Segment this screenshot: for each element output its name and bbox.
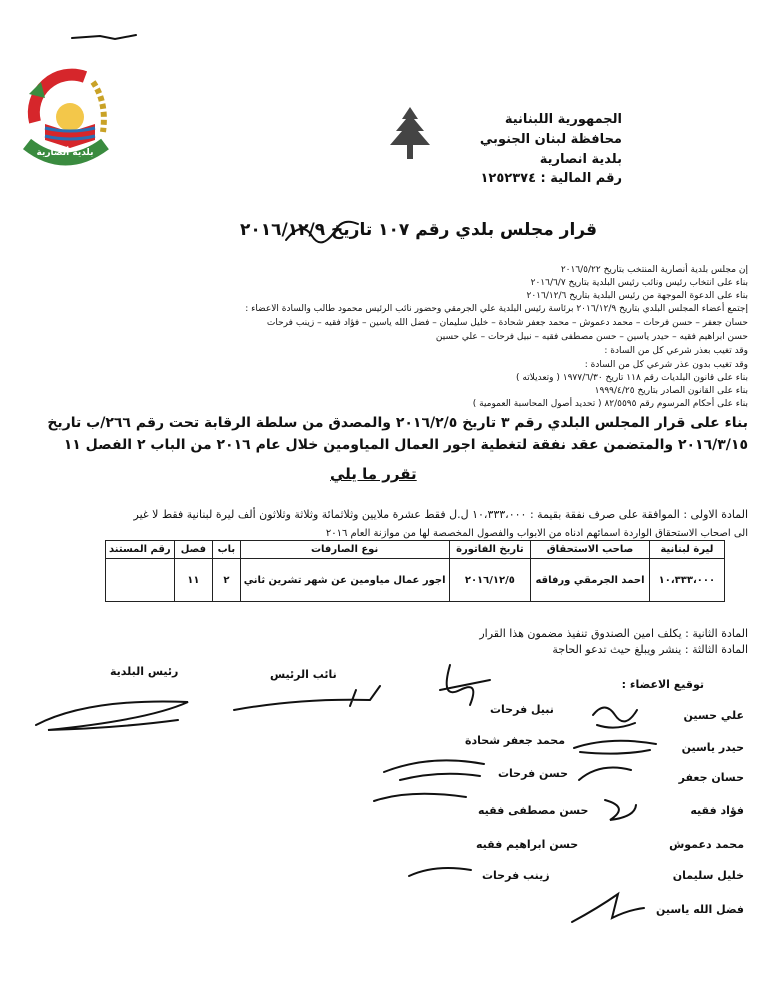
decides-heading: تقرر ما يلي: [330, 465, 417, 483]
article-2: المادة الثانية : يكلف امين الصندوق تنفيذ مضمون هذا القرار: [479, 627, 748, 640]
member-name: فؤاد فقيه: [690, 804, 744, 817]
mayor-signature: [28, 690, 198, 740]
cell-beneficiary: احمد الجرمقي ورفاقه: [531, 559, 650, 602]
col-amount: ليرة لبنانية: [649, 541, 724, 559]
member-name: محمد جعفر شحادة: [465, 734, 566, 747]
preamble-line: وقد تغيب بدون عذر شرعي كل من السادة :: [584, 360, 748, 370]
member-signature: [405, 860, 475, 885]
member-name: حيدر ياسين: [681, 741, 744, 754]
member-name: حسن مصطفى فقيه: [478, 804, 589, 817]
member-signature: [570, 730, 660, 760]
preamble-line: بناء على الدعوة الموجهة من رئيس البلدية بتاريخ ٢٠١٦/١٢/٦: [526, 291, 748, 301]
col-beneficiary: صاحب الاستحقاق: [531, 541, 650, 559]
republic-name: الجمهورية اللبنانية: [504, 112, 622, 127]
member-name: نبيل فرحات: [490, 703, 554, 716]
preamble-line: إجتمع أعضاء المجلس البلدي بتاريخ ٢٠١٦/١٢/٩ برئاسة رئيس البلدية علي الجرمقي وحضور نائب الرئيس محمود طالب والسادة الاعضاء :: [245, 304, 748, 314]
preamble-line: بناء على قانون البلديات رقم ١١٨ تاريخ ١٩٧٧/٦/٣٠ ( وتعديلاته ): [516, 373, 748, 383]
preamble-line: وقد تغيب بعذر شرعي كل من السادة :: [604, 346, 748, 356]
preamble-line: بناء على انتخاب رئيس ونائب رئيس البلدية بتاريخ ٢٠١٦/٦/٧: [530, 278, 748, 288]
col-document-no: رقم المستند: [106, 541, 175, 559]
member-signature: [380, 750, 490, 790]
preamble-line: حسن ابراهيم فقيه – حيدر ياسين – حسن مصطفى فقيه – نبيل فرحات – علي حسين: [435, 332, 748, 342]
pen-mark: [70, 30, 140, 44]
mayor-signature-label: رئيس البلدية: [110, 665, 179, 678]
member-signature: [585, 695, 645, 735]
bold-clause-line: ٢٠١٦/٣/١٥ والمتضمن عقد نفقة لتغطية اجور العمال المياومين خلال عام ٢٠١٦ من الباب ٢ الفصل ١١: [63, 437, 748, 453]
article-1: المادة الاولى : الموافقة على صرف نفقة بقيمة : ١٠،٣٣٣،٠٠٠ ل.ل فقط عشرة ملايين وثلاثمائة وثلاثة وثلاثون ألف ليرة لبنانية فقط لا غير: [133, 508, 748, 521]
member-name: محمد دعموش: [669, 838, 744, 851]
bold-clause-line: بناء على قرار المجلس البلدي رقم ٣ تاريخ ٢٠١٦/٢/٥ والمصدق من سلطة الرقابة تحت رقم ٢٦٦/ب تاريخ: [47, 415, 748, 431]
cell-invoice-date: ٢٠١٦/١٢/٥: [449, 559, 531, 602]
preamble-line: إن مجلس بلدية أنصارية المنتخب بتاريخ ٢٠١٦/٥/٢٢: [560, 265, 748, 275]
cedar-emblem: [385, 105, 435, 165]
col-section: فصل: [174, 541, 212, 559]
member-name: علي حسين: [683, 709, 744, 722]
preamble-line: بناء على القانون الصادر بتاريخ ١٩٩٩/٤/٢٥: [594, 386, 748, 396]
cell-expense-type: اجور عمال مياومين عن شهر تشرين ثاني: [240, 559, 449, 602]
municipality-logo: [15, 62, 115, 172]
member-signature: [600, 795, 640, 825]
member-name: حسن فرحات: [498, 767, 569, 780]
fiscal-number: رقم المالية : ١٢٥٢٣٧٤: [480, 171, 622, 186]
member-name: حسان جعفر: [678, 771, 744, 784]
logo-text: بلدية أنصارية: [36, 148, 94, 158]
member-name: زينب فرحات: [482, 869, 550, 882]
col-invoice-date: تاريخ الفاتورة: [449, 541, 531, 559]
member-name: حسن ابراهيم فقيه: [476, 838, 579, 851]
cell-document-no: [106, 559, 175, 602]
decision-title: قرار مجلس بلدي رقم ١٠٧ تاريخ ٢٠١٦/١٢/٩: [240, 220, 597, 240]
preamble-line: حسان جعفر – حسن فرحات – محمد دعموش – محمد جعفر شحادة – خليل سليمان – فضل الله ياسين – فؤاد فقيه – زينب فرحات: [266, 318, 748, 328]
member-signature: [430, 660, 500, 710]
municipality-name: بلدية انصارية: [539, 152, 622, 167]
title-date-handwriting: [282, 210, 362, 250]
article-3: المادة الثالثة : ينشر ويبلغ حيث تدعو الحاجة: [552, 643, 748, 656]
expense-table: [105, 540, 725, 602]
member-name: فضل الله ياسين: [655, 903, 744, 916]
preamble-line: بناء على أحكام المرسوم رقم ٨٢/٥٥٩٥ ( تحديد أصول المحاسبة العمومية ): [472, 399, 748, 409]
table-row: [106, 559, 725, 602]
member-name: خليل سليمان: [672, 869, 744, 882]
cell-section: ١١: [174, 559, 212, 602]
table-header-row: [106, 541, 725, 559]
col-chapter: باب: [213, 541, 241, 559]
member-signature: [568, 888, 648, 928]
col-expense-type: نوع الصارفات: [240, 541, 449, 559]
deputy-signature: [230, 680, 390, 720]
deputy-signature-label: نائب الرئيس: [270, 668, 337, 681]
member-signature: [370, 785, 470, 815]
member-signature: [575, 760, 635, 790]
members-signature-heading: توقيع الاعضاء :: [621, 678, 704, 691]
article-1-continuation: الى اصحاب الاستحقاق الواردة اسمائهم ادناه من الابواب والفصول المخصصة لها من موازنة العام ٢٠١٦: [325, 528, 748, 539]
governorate-name: محافظة لبنان الجنوبي: [479, 132, 622, 147]
cell-chapter: ٢: [213, 559, 241, 602]
cell-amount: ١٠،٣٣٣،٠٠٠: [649, 559, 724, 602]
